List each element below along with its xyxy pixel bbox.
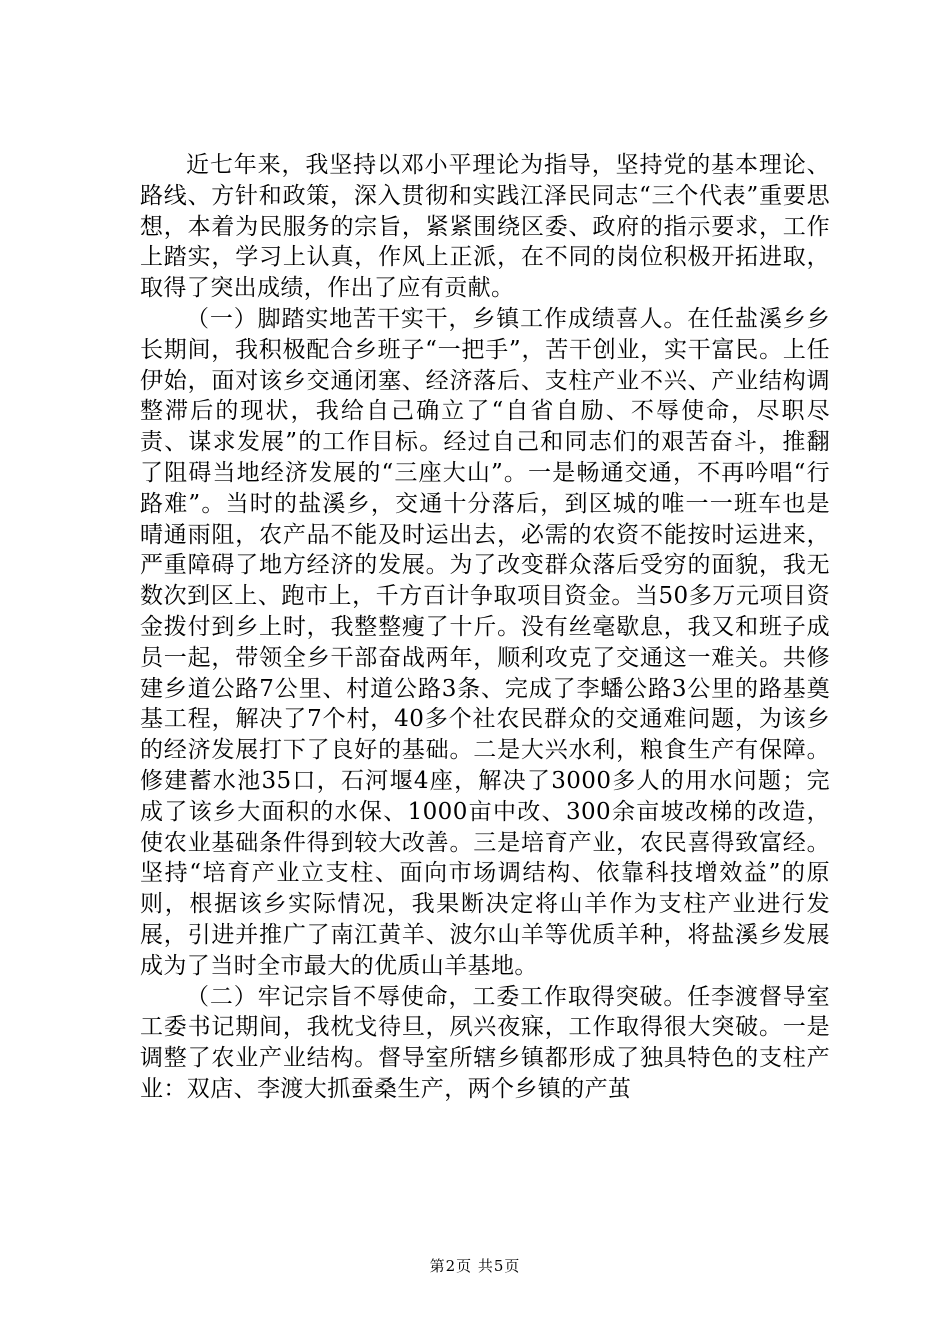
paragraph-section-2: （二）牢记宗旨不辱使命，工委工作取得突破。任李渡督导室工委书记期间，我枕戈待旦，夙兴夜寐，工作取得很大突破。一是调整了农业产业结构。督导室所辖乡镇都形成了独具特色的支柱产业：双店、李渡大抓蚕桑生产，两个乡镇的产茧 bbox=[140, 983, 830, 1102]
paragraph-section-1: （一）脚踏实地苦干实干，乡镇工作成绩喜人。在任盐溪乡乡长期间，我积极配合乡班子“一把手”，苦干创业，实干富民。上任伊始，面对该乡交通闭塞、经济落后、支柱产业不兴、产业结构调整滞后的现状，我给自己确立了“自省自励、不辱使命，尽职尽责、谋求发展”的工作目标。经过自己和同志们的艰苦奋斗，推翻了阻碍当地经济发展的“三座大山”。一是畅通交通，不再吟唱“行路难”。当时的盐溪乡，交通十分落后，到区城的唯一一班车也是晴通雨阻，农产品不能及时运出去，必需的农资不能按时运进来，严重障碍了地方经济的发展。为了改变群众落后受穷的面貌，我无数次到区上、跑市上，千方百计争取项目资金。当50多万元项目资金拨付到乡上时，我整整瘦了十斤。没有丝毫歇息，我又和班子成员一起，带领全乡干部奋战两年，顺利攻克了交通这一难关。共修建乡道公路7公里、村道公路3条、完成了李蟠公路3公里的路基奠基工程，解决了7个村，40多个社农民群众的交通难问题，为该乡的经济发展打下了良好的基础。二是大兴水利，粮食生产有保障。修建蓄水池35口，石河堰4座，解决了3000多人的用水问题；完成了该乡大面积的水保、1000亩中改、300余亩坡改梯的改造，使农业基础条件得到较大改善。三是培育产业，农民喜得致富经。坚持“培育产业立支柱、面向市场调结构、依靠科技增效益”的原则，根据该乡实际情况，我果断决定将山羊作为支柱产业进行发展，引进并推广了南江黄羊、波尔山羊等优质羊种，将盐溪乡发展成为了当时全市最大的优质山羊基地。 bbox=[140, 305, 830, 979]
document-body bbox=[140, 150, 830, 1105]
page-footer: 第2页 共5页 bbox=[429, 1257, 521, 1275]
paragraph-intro: 近七年来，我坚持以邓小平理论为指导，坚持党的基本理论、路线、方针和政策，深入贯彻和实践江泽民同志“三个代表”重要思想，本着为民服务的宗旨，紧紧围绕区委、政府的指示要求，工作上踏实，学习上认真，作风上正派，在不同的岗位积极开拓进取，取得了突出成绩，作出了应有贡献。 bbox=[140, 152, 830, 302]
